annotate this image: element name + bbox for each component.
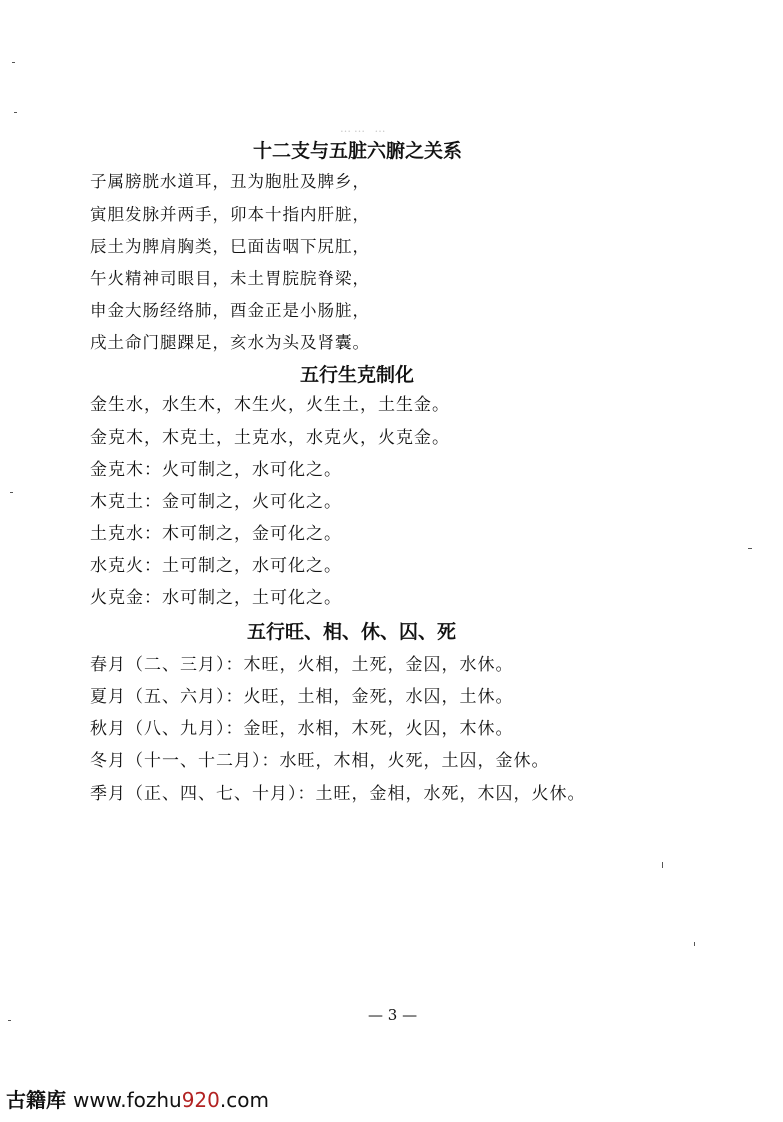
scan-speck bbox=[662, 862, 663, 868]
text-line: 土克水：木可制之，金可化之。 bbox=[90, 524, 342, 544]
text-line: 木克土：金可制之，火可化之。 bbox=[90, 492, 342, 512]
text-line: 戌土命门腿踝足，亥水为头及肾囊。 bbox=[90, 333, 370, 352]
scan-speck bbox=[12, 62, 15, 63]
watermark-footer bbox=[6, 1084, 269, 1113]
site-url-prefix: www.fozhu bbox=[72, 1088, 182, 1112]
scan-speck bbox=[748, 548, 752, 549]
page-number: — 3 — bbox=[368, 1006, 418, 1024]
text-line: 冬月（十一、十二月）：水旺，木相，火死，土囚，金休。 bbox=[90, 751, 550, 771]
text-line: 子属膀胱水道耳，丑为胞肚及脾乡， bbox=[90, 172, 370, 191]
text-line: 季月（正、四、七、十月）：土旺，金相，水死，木囚，火休。 bbox=[90, 784, 586, 804]
text-line: 火克金：水可制之，土可化之。 bbox=[90, 588, 342, 608]
scan-speck bbox=[10, 492, 13, 493]
text-line: 辰土为脾肩胸类，巳面齿咽下尻肛， bbox=[90, 237, 370, 256]
text-line: 秋月（八、九月）：金旺，水相，木死，火囚，木休。 bbox=[90, 719, 514, 739]
scan-speck bbox=[14, 112, 17, 113]
section-title-five-elements: 五行生克制化 bbox=[300, 364, 415, 386]
text-line: 金克木：火可制之，水可化之。 bbox=[90, 460, 342, 480]
faint-header-text: …… … bbox=[340, 122, 389, 135]
section-title-twelve-branches: 十二支与五脏六腑之关系 bbox=[253, 140, 463, 162]
site-url-suffix: .com bbox=[219, 1088, 269, 1112]
site-url-number: 920 bbox=[181, 1088, 220, 1112]
text-line: 午火精神司眼目，未土胃脘脘脊梁， bbox=[90, 269, 370, 288]
section-title-seasonal-states: 五行旺、相、休、囚、死 bbox=[247, 621, 457, 643]
text-line: 金克木，木克土，土克水，水克火，火克金。 bbox=[90, 428, 450, 448]
scan-speck bbox=[8, 1020, 11, 1021]
text-line: 春月（二、三月）：木旺，火相，土死，金囚，水休。 bbox=[90, 655, 514, 675]
scan-speck bbox=[694, 942, 695, 946]
text-line: 申金大肠经络肺，酉金正是小肠脏， bbox=[90, 301, 370, 320]
text-line: 金生水，水生木，木生火，火生土，土生金。 bbox=[90, 395, 450, 415]
text-line: 水克火：土可制之，水可化之。 bbox=[90, 556, 342, 576]
text-line: 夏月（五、六月）：火旺，土相，金死，水囚，土休。 bbox=[90, 687, 514, 707]
text-line: 寅胆发脉并两手，卯本十指内肝脏， bbox=[90, 205, 370, 224]
site-name: 古籍库 bbox=[6, 1088, 66, 1112]
